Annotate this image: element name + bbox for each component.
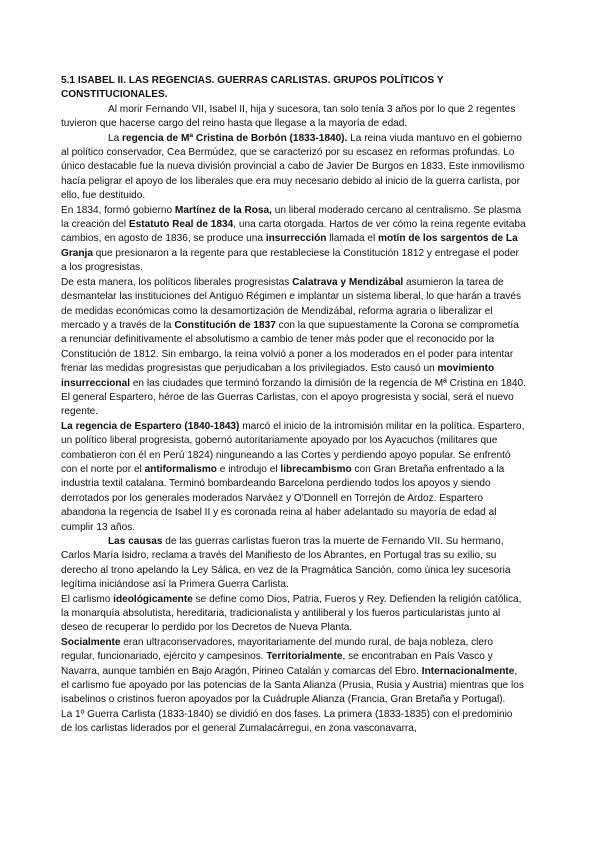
text-segment: , el carlismo fue apoyado por las potencias de la Santa Alianza (Prusia, Rusia y Austria) mientras que los isabelinos o cristinos fueron apoyados por la Cuádruple Alianza (Francia, Gran Bretaña y Portugal). [61,665,524,706]
paragraph [61,103,526,132]
bold-text: insurrección [265,233,327,245]
text-segment: de las guerras carlistas fueron tras la muerte de Fernando VII. Su hermano, Carlos María Isidro, reclama a través del Manifiesto de los Abrantes, en Portugal tras su exilio, su derecho al trono apelando la Ley Sálica, en vez de la Pragmática Sanción, como única ley sucesoria legítima iniciándose así la Primera Guerra Carlista. [61,536,511,591]
bold-text: Martínez de la Rosa, [174,204,272,216]
text-segment: De esta manera, los políticos liberales progresistas [61,276,293,288]
paragraph [61,593,526,636]
paragraph [61,708,526,737]
bold-text: Calatrava y Mendizábal [292,276,404,288]
paragraph [61,420,526,535]
text-segment: que presionaron a la regente para que restableciese la Constitución 1812 y entregase el poder a los progresistas. [61,247,519,274]
text-segment: El carlismo [61,593,114,605]
bold-text: La regencia de Espartero (1840-1843) [61,420,240,432]
text-segment: , una carta otorgada. Hartos de ver cómo la reina regente evitaba cambios, en agosto de 1836, se produce una [61,219,526,245]
bold-text: regencia de Mª Cristina de Borbón (1833-1840). [122,132,348,144]
text-segment: un liberal moderado cercano al centralismo. Se plasma la creación del [61,204,522,231]
bold-text: Internacionalmente [421,665,515,677]
text-segment: eran ultraconservadores, mayoritariamente del mundo rural, de baja nobleza, clero regular, funcionariado, ejército y campesinos. [61,636,494,663]
document-body [61,74,526,737]
bold-text: antiformalismo [144,463,217,475]
bold-text: Estatuto Real de 1834 [128,219,234,231]
text-segment: llamada el [326,233,379,245]
paragraph [61,535,526,593]
bold-text: motín de los sargentos de La Granja [61,233,518,259]
bold-text: movimiento insurreccional [61,363,495,389]
bold-text: Las causas [108,536,163,547]
text-segment: asumieron la tarea de desmantelar las instituciones del Antiguo Régimen e implantar un sistema liberal, lo que harán a través de medidas económicas como la desamortización de Mendizábal, reforma agraria o liberalizar el mercado y a través de la [61,276,522,331]
text-segment: La [108,132,123,144]
paragraph [61,636,526,708]
text-segment: La 1º Guerra Carlista (1833-1840) se dividió en dos fases. La primera (1833-1835) con el predominio de los carlistas liderados por el general Zumalacárregui, en zona vasconavarra, [61,708,513,735]
text-segment: Al morir Fernando VII, Isabel II, hija y sucesora, tan solo tenía 3 años por lo que 2 regentes tuvieron que hacerse cargo del reino hasta que llegase a la mayoría de edad. [61,103,516,130]
bold-text: librecambismo [280,463,352,475]
text-segment: se define como Dios, Patria, Fueros y Rey. Defienden la religión católica, la monarquía absolutista, hereditaria, tradicionalista y antiliberal y los fueros particularistas junto al deseo de recuperar lo perdido por los Decretos de Nueva Planta. [61,593,522,634]
bold-text: Territorialmente [266,651,343,663]
text-segment: , se encontraban en País Vasco y Navarra, aunque también en Bajo Aragón, Pirineo Catalán y comarcas del Ebro. [61,651,493,677]
text-segment: La reina viuda mantuvo en el gobierno al político conservador, Cea Bermúdez, que se caracterizó por su escasez en reformas profundas. Lo único destacable fue la nueva división provincial a cabo de Javier De Burgos en 1833. Este inmovilismo hacía peligrar el apoyo de los liberales que era muy necesario debido al inicio de la guerra carlista, por ello, fue destituido. [61,132,525,202]
paragraph [61,204,526,276]
text-segment: e introdujo el [216,463,281,475]
text-segment: en las ciudades que terminó forzando la dimisión de la regencia de Mª Cristina en 1840. El general Espartero, héroe de las Guerras Carlistas, con el apoyo progresista y social, será el nuevo regente. [61,377,526,418]
paragraph-list [61,103,526,737]
document-title: 5.1 ISABEL II. LAS REGENCIAS. GUERRAS CARLISTAS. GRUPOS POLÍTICOS Y CONSTITUCIONALES. [61,75,444,101]
paragraph [61,276,526,420]
text-segment: En 1834, formó gobierno [61,204,175,216]
bold-text: ideológicamente [113,593,193,605]
text-segment: con la que supuestamente la Corona se comprometía a renunciar definitivamente el absolutismo a cambio de tener más poder que el reconocido por la Constitución de 1812. Sin embargo, la reina volvió a poner a los moderados en el poder para intentar frenar las medidas progresistas que perjudicaban a los privilegiados. Esto causó un [61,319,519,375]
bold-text: Socialmente [61,636,121,648]
text-segment: marcó el inicio de la intromisión militar en la política. Espartero, un político liberal progresista, gobernó autoritariamente apoyado por los Ayacuchos (militares que combatieron con él en Perú 1824) ninguneando a las Cortes y perdiendo apoyo popular. Se enfrentó con el norte por el [61,420,525,475]
text-segment: con Gran Bretaña enfrentado a la industria textil catalana. Terminó bombardeando Barcelona perdiendo todos los apoyos y siendo derrotados por los generales moderados Narváez y O'Donnell en Torrejón de Ardoz. Espartero abandona la regencia de Isabel II y es coronada reina al haber adelantado su mayoría de edad al cumplir 13 años. [61,463,505,533]
paragraph [61,132,526,204]
bold-text: Constitución de 1837 [174,319,276,331]
